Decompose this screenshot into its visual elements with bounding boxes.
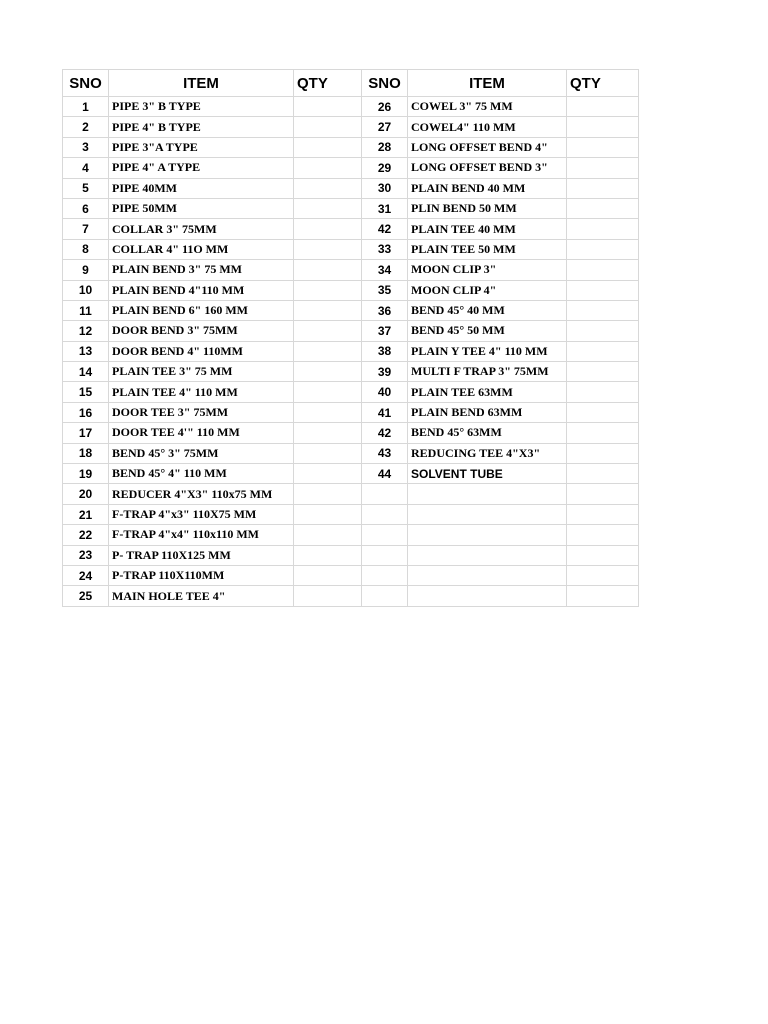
table-row: [63, 137, 639, 157]
item-cell: DOOR TEE 3" 75MM: [109, 402, 294, 422]
header-sno: SNO: [63, 70, 109, 97]
item-cell-2: [408, 504, 567, 524]
qty-cell: [294, 260, 362, 280]
qty-cell: [294, 300, 362, 320]
item-cell: PIPE 3" B TYPE: [109, 97, 294, 117]
item-cell: PLAIN TEE 3" 75 MM: [109, 362, 294, 382]
item-cell: PIPE 3"A TYPE: [109, 137, 294, 157]
item-cell-2: [408, 525, 567, 545]
qty-cell-2: [567, 97, 639, 117]
table-row: [63, 198, 639, 218]
item-cell: PIPE 4" B TYPE: [109, 117, 294, 137]
item-cell: PIPE 4" A TYPE: [109, 158, 294, 178]
sno-cell-2: [362, 504, 408, 524]
qty-cell-2: [567, 545, 639, 565]
item-cell-2: MOON CLIP 3": [408, 260, 567, 280]
qty-cell-2: [567, 362, 639, 382]
qty-cell-2: [567, 464, 639, 484]
qty-cell-2: [567, 300, 639, 320]
table-row: [63, 321, 639, 341]
item-cell: COLLAR 3" 75MM: [109, 219, 294, 239]
table-row: [63, 158, 639, 178]
qty-cell-2: [567, 219, 639, 239]
qty-cell: [294, 443, 362, 463]
sno-cell: 5: [63, 178, 109, 198]
item-cell: P-TRAP 110X110MM: [109, 565, 294, 585]
qty-cell: [294, 198, 362, 218]
item-cell: DOOR TEE 4'" 110 MM: [109, 423, 294, 443]
qty-cell-2: [567, 443, 639, 463]
qty-cell: [294, 586, 362, 606]
qty-cell: [294, 280, 362, 300]
sno-cell-2: 34: [362, 260, 408, 280]
sno-cell: 18: [63, 443, 109, 463]
table-row: [63, 341, 639, 361]
qty-cell: [294, 362, 362, 382]
sno-cell-2: 26: [362, 97, 408, 117]
sno-cell: 19: [63, 464, 109, 484]
sno-cell-2: 35: [362, 280, 408, 300]
sno-cell-2: [362, 586, 408, 606]
sno-cell: 2: [63, 117, 109, 137]
table-row: [63, 402, 639, 422]
qty-cell: [294, 341, 362, 361]
sno-cell-2: [362, 565, 408, 585]
item-cell: DOOR BEND 4" 110MM: [109, 341, 294, 361]
qty-cell-2: [567, 178, 639, 198]
sno-cell-2: 38: [362, 341, 408, 361]
sno-cell: 6: [63, 198, 109, 218]
item-cell-2: COWEL4" 110 MM: [408, 117, 567, 137]
qty-cell-2: [567, 198, 639, 218]
qty-cell: [294, 402, 362, 422]
qty-cell-2: [567, 565, 639, 585]
sno-cell: 4: [63, 158, 109, 178]
qty-cell: [294, 137, 362, 157]
sno-cell: 9: [63, 260, 109, 280]
table-row: [63, 504, 639, 524]
sno-cell: 7: [63, 219, 109, 239]
table-row: [63, 565, 639, 585]
item-cell: BEND 45° 4" 110 MM: [109, 464, 294, 484]
sno-cell: 20: [63, 484, 109, 504]
sno-cell-2: 42: [362, 219, 408, 239]
item-cell-2: BEND 45° 50 MM: [408, 321, 567, 341]
qty-cell-2: [567, 525, 639, 545]
item-cell: BEND 45° 3" 75MM: [109, 443, 294, 463]
sno-cell-2: 44: [362, 464, 408, 484]
table-row: [63, 280, 639, 300]
qty-cell: [294, 97, 362, 117]
item-cell-2: PLAIN TEE 63MM: [408, 382, 567, 402]
qty-cell-2: [567, 423, 639, 443]
qty-cell: [294, 382, 362, 402]
qty-cell: [294, 321, 362, 341]
table-row: [63, 362, 639, 382]
sno-cell: 21: [63, 504, 109, 524]
sno-cell-2: 31: [362, 198, 408, 218]
sno-cell: 3: [63, 137, 109, 157]
item-list-table: [62, 69, 639, 607]
sno-cell: 15: [63, 382, 109, 402]
qty-cell-2: [567, 586, 639, 606]
table-row: [63, 525, 639, 545]
sno-cell-2: [362, 525, 408, 545]
header-qty: QTY: [294, 70, 362, 97]
sno-cell-2: 43: [362, 443, 408, 463]
item-cell-2: [408, 586, 567, 606]
table-row: [63, 464, 639, 484]
qty-cell: [294, 525, 362, 545]
sno-cell-2: 37: [362, 321, 408, 341]
sno-cell-2: 41: [362, 402, 408, 422]
qty-cell: [294, 565, 362, 585]
item-cell: MAIN HOLE TEE 4": [109, 586, 294, 606]
sno-cell-2: 28: [362, 137, 408, 157]
item-cell-2: SOLVENT TUBE: [408, 464, 567, 484]
item-cell-2: MULTI F TRAP 3" 75MM: [408, 362, 567, 382]
table-row: [63, 586, 639, 606]
sno-cell: 17: [63, 423, 109, 443]
sno-cell: 11: [63, 300, 109, 320]
table-row: [63, 545, 639, 565]
sno-cell-2: 42: [362, 423, 408, 443]
sno-cell-2: [362, 484, 408, 504]
item-cell: F-TRAP 4"x4" 110x110 MM: [109, 525, 294, 545]
item-cell-2: MOON CLIP 4": [408, 280, 567, 300]
item-cell: DOOR BEND 3" 75MM: [109, 321, 294, 341]
item-cell-2: LONG OFFSET BEND 3": [408, 158, 567, 178]
qty-cell-2: [567, 504, 639, 524]
item-cell-2: [408, 545, 567, 565]
sno-cell: 8: [63, 239, 109, 259]
qty-cell-2: [567, 382, 639, 402]
sno-cell: 23: [63, 545, 109, 565]
sno-cell-2: 27: [362, 117, 408, 137]
sno-cell-2: 29: [362, 158, 408, 178]
item-cell-2: BEND 45° 63MM: [408, 423, 567, 443]
item-cell: PIPE 50MM: [109, 198, 294, 218]
header-sno-2: SNO: [362, 70, 408, 97]
item-cell-2: BEND 45° 40 MM: [408, 300, 567, 320]
qty-cell: [294, 504, 362, 524]
table-row: [63, 382, 639, 402]
item-cell: PLAIN BEND 6" 160 MM: [109, 300, 294, 320]
qty-cell-2: [567, 341, 639, 361]
qty-cell-2: [567, 158, 639, 178]
qty-cell-2: [567, 239, 639, 259]
table-row: [63, 484, 639, 504]
header-item-2: ITEM: [408, 70, 567, 97]
qty-cell: [294, 178, 362, 198]
sno-cell-2: 39: [362, 362, 408, 382]
table-row: [63, 219, 639, 239]
qty-cell: [294, 239, 362, 259]
item-cell: F-TRAP 4"x3" 110X75 MM: [109, 504, 294, 524]
sno-cell: 25: [63, 586, 109, 606]
table-row: [63, 443, 639, 463]
sno-cell-2: 40: [362, 382, 408, 402]
sno-cell-2: 36: [362, 300, 408, 320]
item-cell: REDUCER 4"X3" 110x75 MM: [109, 484, 294, 504]
item-cell-2: REDUCING TEE 4"X3": [408, 443, 567, 463]
table-row: [63, 97, 639, 117]
sno-cell: 22: [63, 525, 109, 545]
qty-cell-2: [567, 402, 639, 422]
qty-cell: [294, 484, 362, 504]
sno-cell: 14: [63, 362, 109, 382]
qty-cell: [294, 158, 362, 178]
item-cell: PLAIN BEND 3" 75 MM: [109, 260, 294, 280]
item-cell-2: COWEL 3" 75 MM: [408, 97, 567, 117]
qty-cell: [294, 545, 362, 565]
item-cell-2: LONG OFFSET BEND 4": [408, 137, 567, 157]
header-item: ITEM: [109, 70, 294, 97]
item-cell-2: [408, 565, 567, 585]
qty-cell-2: [567, 260, 639, 280]
item-cell-2: PLAIN BEND 40 MM: [408, 178, 567, 198]
item-cell-2: PLAIN Y TEE 4" 110 MM: [408, 341, 567, 361]
item-cell: PLAIN TEE 4" 110 MM: [109, 382, 294, 402]
table-row: [63, 117, 639, 137]
item-cell-2: PLAIN BEND 63MM: [408, 402, 567, 422]
item-cell-2: PLAIN TEE 50 MM: [408, 239, 567, 259]
item-cell: P- TRAP 110X125 MM: [109, 545, 294, 565]
sno-cell: 24: [63, 565, 109, 585]
table-row: [63, 178, 639, 198]
qty-cell: [294, 464, 362, 484]
table-row: [63, 300, 639, 320]
item-cell: COLLAR 4" 11O MM: [109, 239, 294, 259]
item-cell-2: [408, 484, 567, 504]
sno-cell-2: [362, 545, 408, 565]
qty-cell: [294, 423, 362, 443]
sno-cell-2: 33: [362, 239, 408, 259]
item-cell-2: PLIN BEND 50 MM: [408, 198, 567, 218]
item-cell: PIPE 40MM: [109, 178, 294, 198]
qty-cell-2: [567, 137, 639, 157]
table-row: [63, 260, 639, 280]
qty-cell-2: [567, 117, 639, 137]
qty-cell-2: [567, 280, 639, 300]
table-row: [63, 423, 639, 443]
header-qty-2: QTY: [567, 70, 639, 97]
sno-cell-2: 30: [362, 178, 408, 198]
qty-cell-2: [567, 321, 639, 341]
item-cell: PLAIN BEND 4"110 MM: [109, 280, 294, 300]
header-row: [63, 70, 639, 97]
qty-cell-2: [567, 484, 639, 504]
qty-cell: [294, 219, 362, 239]
item-cell-2: PLAIN TEE 40 MM: [408, 219, 567, 239]
table-row: [63, 239, 639, 259]
sno-cell: 13: [63, 341, 109, 361]
sno-cell: 1: [63, 97, 109, 117]
sno-cell: 10: [63, 280, 109, 300]
sno-cell: 12: [63, 321, 109, 341]
qty-cell: [294, 117, 362, 137]
sno-cell: 16: [63, 402, 109, 422]
